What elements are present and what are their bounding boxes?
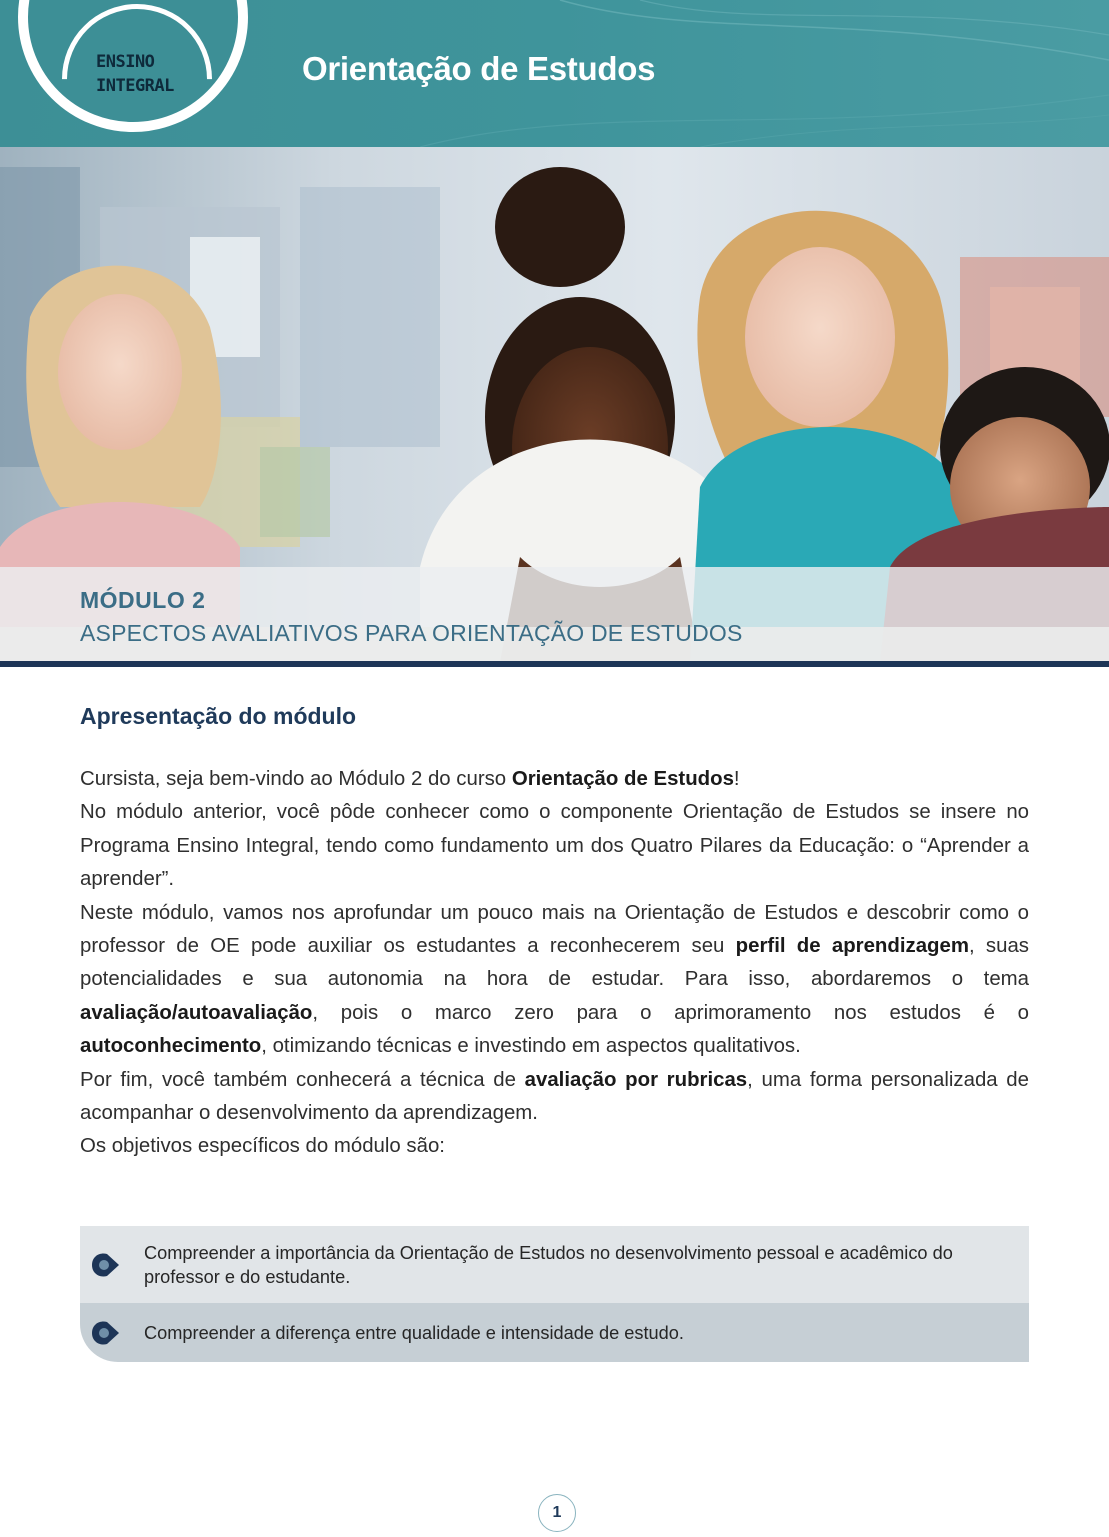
bold-term: avaliação/autoavaliação [80, 1001, 313, 1024]
logo-line-2: INTEGRAL [96, 76, 174, 96]
text-run: , otimizando técnicas e investindo em aspectos qualitativos. [261, 1035, 801, 1058]
text-run: , uma forma personalizada de acompanhar o desenvolvimento da aprendizagem. [80, 1068, 1029, 1125]
bold-term: perfil de aprendizagem [735, 935, 969, 958]
ensino-integral-logo [96, 50, 186, 98]
bold-term: avaliação por rubricas [524, 1068, 748, 1091]
paragraph-rubrics [80, 1064, 1029, 1131]
paragraph-previous-module: No módulo anterior, você pôde conhecer como o componente Orientação de Estudos se insere no Programa Ensino Integral, tendo como fundamento um dos Quatro Pilares da Educação: o “Aprender a aprender”. [80, 801, 1029, 891]
paragraph-this-module [80, 897, 1029, 1064]
page-number: 1 [538, 1494, 576, 1532]
text-run: Cursista, seja bem-vindo ao Módulo 2 do curso [80, 768, 512, 790]
module-title: ASPECTOS AVALIATIVOS PARA ORIENTAÇÃO DE ESTUDOS [80, 620, 743, 646]
header-band [0, 0, 1109, 147]
text-run: Por fim, você também conhecerá a técnica de [80, 1068, 525, 1091]
objective-item [80, 1226, 1029, 1303]
logo-line-1: ENSINO [96, 52, 155, 72]
objective-text: Compreender a diferença entre qualidade e intensidade de estudo. [144, 1322, 684, 1343]
objective-text: Compreender a importância da Orientação de Estudos no desenvolvimento pessoal e acadêmico do professor e do estudante. [144, 1242, 953, 1287]
section-heading: Apresentação do módulo [80, 703, 357, 729]
module-number: MÓDULO 2 [80, 587, 206, 613]
body-text [80, 763, 1029, 1164]
bold-course-name: Orientação de Estudos [511, 768, 734, 790]
hero-divider [0, 661, 1109, 667]
module-title-band [0, 567, 1109, 662]
text-run: ! [733, 768, 740, 790]
bullet-icon [90, 1320, 120, 1346]
text-run: Neste módulo, vamos nos aprofundar um pouco mais na Orientação de Estudos e descobrir como o professor de OE pode auxiliar os estudantes a reconhecerem seu [80, 901, 1029, 958]
page-title: Orientação de Estudos [302, 50, 656, 87]
objective-item [80, 1303, 1029, 1362]
bold-term: autoconhecimento [80, 1035, 262, 1058]
text-run: , pois o marco zero para o aprimoramento nos estudos é o [312, 1001, 1029, 1024]
objectives-box [80, 1226, 1029, 1362]
bullet-icon [90, 1252, 120, 1278]
text-run: , suas potencialidades e sua autonomia na hora de estudar. Para isso, abordaremos o tema [80, 935, 1029, 991]
paragraph-objectives-intro: Os objetivos específicos do módulo são: [80, 1135, 445, 1158]
paragraph-welcome [80, 763, 1029, 796]
